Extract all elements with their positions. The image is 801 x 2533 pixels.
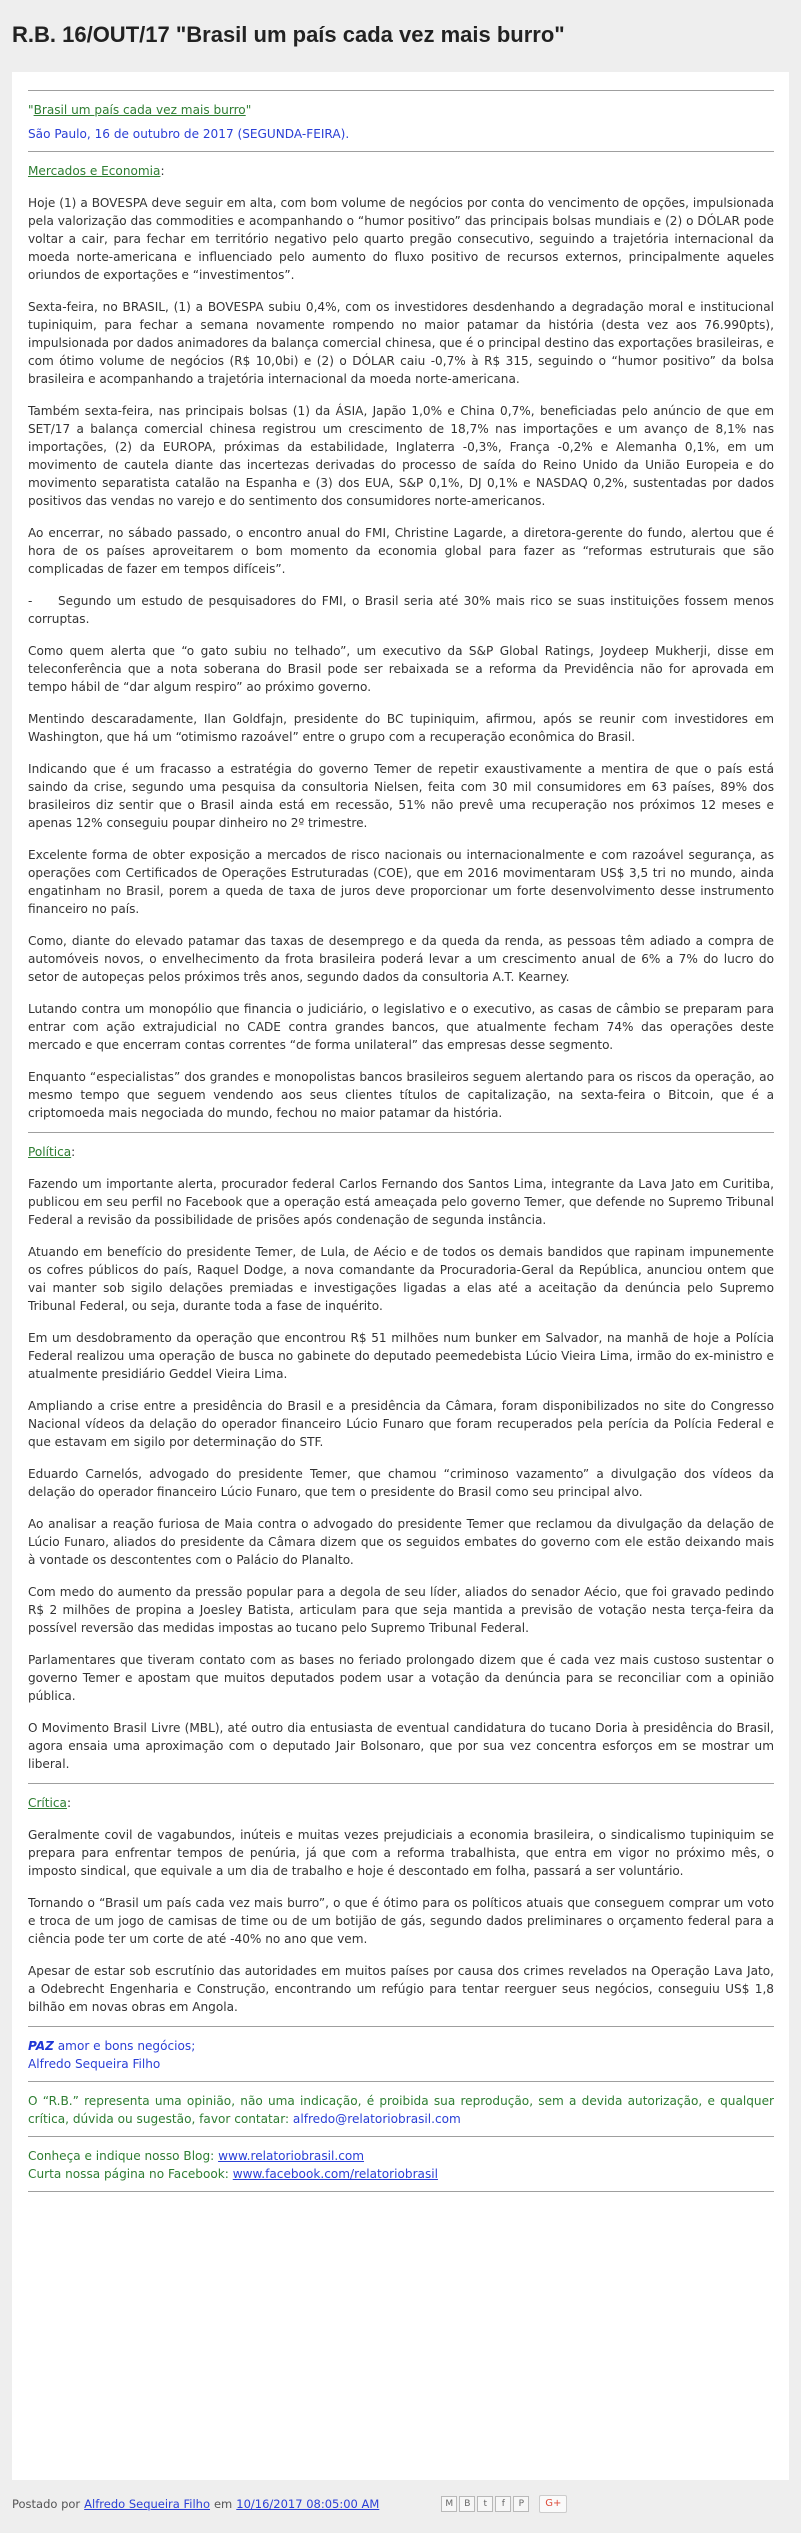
email-share-icon[interactable]: M <box>441 2496 457 2512</box>
section-politica: Política: <box>28 1145 76 1159</box>
section-critica: Crítica: <box>28 1796 72 1810</box>
google-plus-button[interactable]: G+ <box>539 2495 567 2513</box>
disclaimer: O “R.B.” representa uma opinião, não uma indicação, é proibida sua reprodução, sem a devida autorização, e qualquer crítica, dúvida ou sugestão, favor contatar: alfredo@relatoriobrasil.com <box>28 2094 774 2126</box>
paragraph: Geralmente covil de vagabundos, inúteis e muitas vezes prejudiciais a economia brasileira, o sindicalismo tupiniquim se prepara para enfrentar tempos de penúria, já que com a reforma trabalhista, que entra em vigor no próximo mês, o imposto sindical, que equivale a um dia de trabalho e hoje é descontado em folha, passará a ser voluntário. <box>28 1828 774 1878</box>
paragraph: Parlamentares que tiveram contato com as bases no feriado prolongado dizem que é cada vez mais custoso sustentar o governo Temer e apostam que muitos deputados podem usar a votação da denúncia para se reconciliar com a opinião pública. <box>28 1653 774 1703</box>
paragraph: Atuando em benefício do presidente Temer, de Lula, de Aécio e de todos os demais bandidos que rapinam impunemente os cofres públicos do país, Raquel Dodge, a nova comandante da Procuradoria-Geral da República, anunciou ontem que vai manter sob sigilo delações premiadas e investigações ligadas a elas até a aceitação da denúncia pelo Supremo Tribunal Federal, ou seja, durante toda a fase de inquérito. <box>28 1245 774 1313</box>
facebook-share-icon[interactable]: f <box>495 2496 511 2512</box>
paragraph: Ao analisar a reação furiosa de Maia contra o advogado do presidente Temer que reclamou da divulgação da delação de Lúcio Funaro, aliados do presidente da Câmara dizem que os seguidos embates do governo com ele estão deixando mais à vontade os descontentes com o Palácio do Planalto. <box>28 1517 774 1567</box>
blog-share-icon[interactable]: B <box>459 2496 475 2512</box>
paragraph: Enquanto “especialistas” dos grandes e monopolistas bancos brasileiros seguem alertando para os riscos da operação, ao mesmo tempo que seguem vendendo aos seus clientes títulos de capitalização, na sexta-feira o Bitcoin, que é a criptomoeda mais negociada do mundo, fechou no maior patamar da história. <box>28 1070 774 1120</box>
paragraph: Excelente forma de obter exposição a mercados de risco nacionais ou internacionalmente e com razoável segurança, as operações com Certificados de Operações Estruturadas (COE), que em 2016 movimentaram US$ 3,5 tri no mundo, ainda engatinham no Brasil, porem a queda de taxa de juros deve proporcionar um forte desenvolvimento desse instrumento financeiro no país. <box>28 848 774 916</box>
paragraph: O Movimento Brasil Livre (MBL), até outro dia entusiasta de eventual candidatura do tucano Doria à presidência do Brasil, agora ensaia uma aproximação com o deputado Jair Bolsonaro, que por sua vez concentra esforços em se mostrar um liberal. <box>28 1721 774 1771</box>
divider <box>28 90 774 91</box>
facebook-link[interactable]: www.facebook.com/relatoriobrasil <box>232 2167 438 2181</box>
section-economia: Mercados e Economia: <box>28 164 165 178</box>
divider <box>28 2081 774 2082</box>
facebook-promo: Curta nossa página no Facebook: www.facebook.com/relatoriobrasil <box>28 2167 438 2181</box>
paragraph: Em um desdobramento da operação que encontrou R$ 51 milhões num bunker em Salvador, na manhã de hoje a Polícia Federal realizou uma operação de busca no gabinete do deputado peemedebista Lúcio Vieira Lima, irmão do ex-ministro e atualmente presidiário Geddel Vieira Lima. <box>28 1331 774 1381</box>
divider <box>28 2191 774 2192</box>
paragraph: Tornando o “Brasil um país cada vez mais burro”, o que é ótimo para os políticos atuais que conseguem comprar um voto e troca de um jogo de camisas de time ou de um botijão de gás, segundo dados preliminares o orçamento federal para a ciência pode ter um corte de até -40% no ano que vem. <box>28 1896 774 1946</box>
blog-link[interactable]: www.relatoriobrasil.com <box>218 2149 365 2163</box>
signoff: PAZ amor e bons negócios; <box>28 2039 196 2053</box>
timestamp-link[interactable]: 10/16/2017 08:05:00 AM <box>236 2497 380 2511</box>
paragraph: Hoje (1) a BOVESPA deve seguir em alta, com bom volume de negócios por conta do vencimento de opções, impulsionada pela valorização das commodities e acompanhando o “humor positivo” das principais bolsas mundiais e (2) o DÓLAR pode voltar a cair, para fechar em território negativo pelo quarto pregão consecutivo, seguindo a trajetória internacional da moeda norte-americana e influenciado pelo aumento do fluxo positivo de recursos externos, principalmente aqueles oriundos de exportações e “investimentos”. <box>28 196 774 282</box>
divider <box>28 1132 774 1133</box>
paragraph: - Segundo um estudo de pesquisadores do FMI, o Brasil seria até 30% mais rico se suas instituições fossem menos corruptas. <box>28 594 774 626</box>
blog-promo: Conheça e indique nosso Blog: www.relatoriobrasil.com <box>28 2149 365 2163</box>
paragraph: Mentindo descaradamente, Ilan Goldfajn, presidente do BC tupiniquim, afirmou, após se reunir com investidores em Washington, que há um “otimismo razoável” entre o grupo com a recuperação econômica do Brasil. <box>28 712 774 744</box>
paz-logo: PAZ <box>28 2039 54 2053</box>
post-footer: Postado por Alfredo Sequeira Filho em 10/16/2017 08:05:00 AM M B t f P G+ <box>12 2488 789 2520</box>
paragraph: Sexta-feira, no BRASIL, (1) a BOVESPA subiu 0,4%, com os investidores desdenhando a degradação moral e institucional tupiniquim, para fechar a semana novamente rompendo no maior patamar da história (desta vez aos 76.990pts), impulsionada por dados animadores da balança comercial chinesa, que é o principal destino das exportações brasileiras, e com ótimo volume de negócios (R$ 10,0bi) e (2) o DÓLAR caiu -0,7% à R$ 315, seguindo o “humor positivo” da bolsa brasileira e acompanhando a trajetória internacional da moeda norte-americana. <box>28 300 774 386</box>
paragraph: Eduardo Carnelós, advogado do presidente Temer, que chamou “criminoso vazamento” a divulgação dos vídeos da delação do operador financeiro Lúcio Funaro, que tem o presidente do Brasil como seu principal alvo. <box>28 1467 774 1499</box>
paragraph: Apesar de estar sob escrutínio das autoridades em muitos países por causa dos crimes revelados na Operação Lava Jato, a Odebrecht Engenharia e Construção, encontrando um refúgio para tentar reerguer seus negócios, conseguiu US$ 1,8 bilhão em novas obras em Angola. <box>28 1964 774 2014</box>
post-title: R.B. 16/OUT/17 "Brasil um país cada vez mais burro" <box>12 22 565 47</box>
paragraph: Fazendo um importante alerta, procurador federal Carlos Fernando dos Santos Lima, integrante da Lava Jato em Curitiba, publicou em seu perfil no Facebook que a operação está ameaçada pelo governo Temer, que defende no Supremo Tribunal Federal a revisão da possibilidade de prisões após condenação de segunda instância. <box>28 1177 774 1227</box>
twitter-share-icon[interactable]: t <box>477 2496 493 2512</box>
paragraph: Com medo do aumento da pressão popular para a degola de seu líder, aliados do senador Aécio, que foi gravado pedindo R$ 2 milhões de propina a Joesley Batista, articulam para que seja mantida a previsão de votação nesta terça-feira da possível reversão das medidas impostas ao tucano pelo Supremo Tribunal Federal. <box>28 1585 774 1635</box>
contact-email[interactable]: alfredo@relatoriobrasil.com <box>292 2112 461 2126</box>
post-body <box>12 72 789 2480</box>
divider <box>28 1783 774 1784</box>
dateline: São Paulo, 16 de outubro de 2017 (SEGUNDA-FEIRA). <box>28 127 350 141</box>
subtitle: "Brasil um país cada vez mais burro" <box>28 103 252 117</box>
divider <box>28 2136 774 2137</box>
pinterest-share-icon[interactable]: P <box>513 2496 529 2512</box>
subtitle-link[interactable]: Brasil um país cada vez mais burro <box>33 103 246 117</box>
paragraph: Também sexta-feira, nas principais bolsas (1) da ÁSIA, Japão 1,0% e China 0,7%, beneficiadas pelo anúncio de que em SET/17 a balança comercial chinesa registrou um crescimento de 18,7% nas importações e um avanço de 8,1% nas importações, (2) da EUROPA, próximas da estabilidade, Inglaterra -0,3%, França -0,2% e Alemanha 0,1%, em um movimento de cautela diante das incertezas derivadas do processo de saída do Reino Unido da União Europeia e do movimento separatista catalão na Espanha e (3) dos EUA, S&P 0,1%, DJ 0,1% e NASDAQ 0,2%, sustentadas por dados positivos das vendas no varejo e do sentimento dos consumidores norte-americanos. <box>28 404 774 508</box>
divider <box>28 151 774 152</box>
paragraph: Como, diante do elevado patamar das taxas de desemprego e da queda da renda, as pessoas têm adiado a compra de automóveis novos, o envelhecimento da frota brasileira poderá levar a um crescimento anual de 6% a 7% do lucro do setor de autopeças pelos próximos três anos, segundo dados da consultoria A.T. Kearney. <box>28 934 774 984</box>
author-link[interactable]: Alfredo Sequeira Filho <box>84 2497 210 2511</box>
signoff-author: Alfredo Sequeira Filho <box>28 2057 161 2071</box>
paragraph: Ao encerrar, no sábado passado, o encontro anual do FMI, Christine Lagarde, a diretora-gerente do fundo, alertou que é hora de os países aproveitarem o bom momento da economia global para fazer as “reformas estruturais que são complicadas de fazer em tempos difíceis”. <box>28 526 774 576</box>
divider <box>28 2026 774 2027</box>
paragraph: Como quem alerta que “o gato subiu no telhado”, um executivo da S&P Global Ratings, Joydeep Mukherji, disse em teleconferência que a nota soberana do Brasil pode ser rebaixada se a reforma da Previdência não for aprovada em tempo hábil de “dar algum respiro” ao próximo governo. <box>28 644 774 694</box>
share-buttons <box>441 2496 531 2512</box>
paragraph: Ampliando a crise entre a presidência do Brasil e a presidência da Câmara, foram disponibilizados no site do Congresso Nacional vídeos da delação do operador financeiro Lúcio Funaro que foram recuperados pela perícia da Polícia Federal e que estavam em sigilo por determinação do STF. <box>28 1399 774 1449</box>
paragraph: Indicando que é um fracasso a estratégia do governo Temer de repetir exaustivamente a mentira de que o país está saindo da crise, segundo uma pesquisa da consultoria Nielsen, feita com 30 mil consumidores em 63 países, 89% dos brasileiros diz sentir que o Brasil ainda está em recessão, 51% não prevê uma recuperação nos próximos 12 meses e apenas 12% conseguiu poupar dinheiro no 2º trimestre. <box>28 762 774 830</box>
paragraph: Lutando contra um monopólio que financia o judiciário, o legislativo e o executivo, as casas de câmbio se preparam para entrar com ação extrajudicial no CADE contra grandes bancos, que atualmente fecham 74% das operações deste mercado e que encerram contas correntes “de forma unilateral” das empresas desse segmento. <box>28 1002 774 1052</box>
